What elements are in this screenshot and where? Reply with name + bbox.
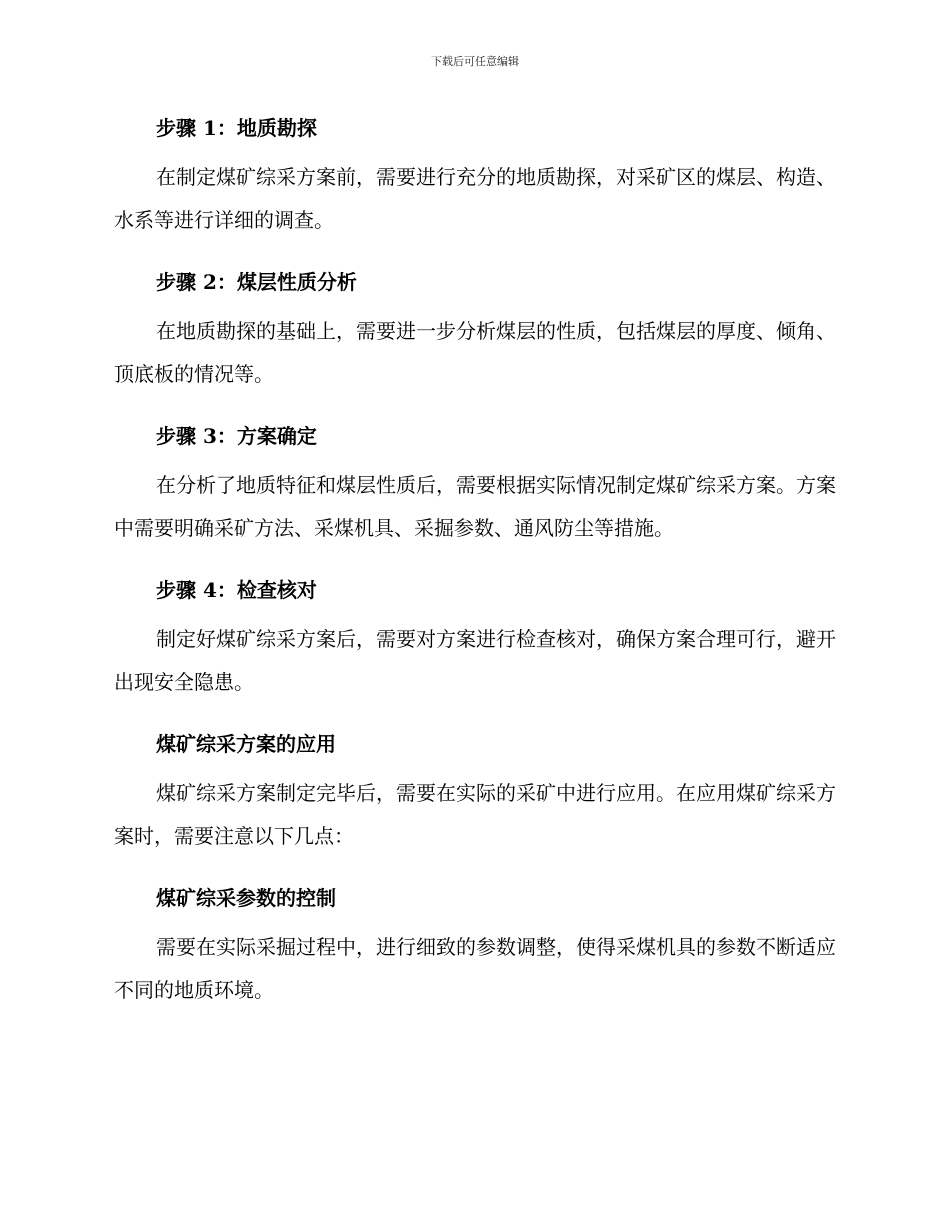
section-heading: 步骤 3：方案确定	[156, 424, 317, 448]
section-paragraph: 制定好煤矿综采方案后，需要对方案进行检查核对，确保方案合理可行，避开出现安全隐患。	[114, 627, 836, 694]
section-paragraph: 在地质勘探的基础上，需要进一步分析煤层的性质，包括煤层的厚度、倾角、顶底板的情况等。	[114, 319, 836, 386]
section-heading: 煤矿综采方案的应用	[156, 732, 336, 756]
section-heading: 步骤 2：煤层性质分析	[156, 270, 357, 294]
section-paragraph: 在制定煤矿综采方案前，需要进行充分的地质勘探，对采矿区的煤层、构造、水系等进行详细的调查。	[114, 165, 836, 232]
section-plan-application	[114, 724, 836, 858]
section-paragraph: 在分析了地质特征和煤层性质后，需要根据实际情况制定煤矿综采方案。方案中需要明确采矿方法、采煤机具、采掘参数、通风防尘等措施。	[114, 473, 836, 540]
section-heading: 步骤 1：地质勘探	[156, 116, 317, 140]
section-plan-determination	[114, 416, 836, 550]
document-body	[114, 108, 836, 1032]
section-geological-survey	[114, 108, 836, 242]
section-parameter-control	[114, 878, 836, 1012]
section-heading: 煤矿综采参数的控制	[156, 886, 336, 910]
section-seam-analysis	[114, 262, 836, 396]
section-paragraph: 煤矿综采方案制定完毕后，需要在实际的采矿中进行应用。在应用煤矿综采方案时，需要注意以下几点：	[114, 781, 836, 848]
section-check-verify	[114, 570, 836, 704]
section-paragraph: 需要在实际采掘过程中，进行细致的参数调整，使得采煤机具的参数不断适应不同的地质环境。	[114, 935, 836, 1002]
page-header-note: 下载后可任意编辑	[431, 55, 519, 68]
section-heading: 步骤 4：检查核对	[156, 578, 317, 602]
